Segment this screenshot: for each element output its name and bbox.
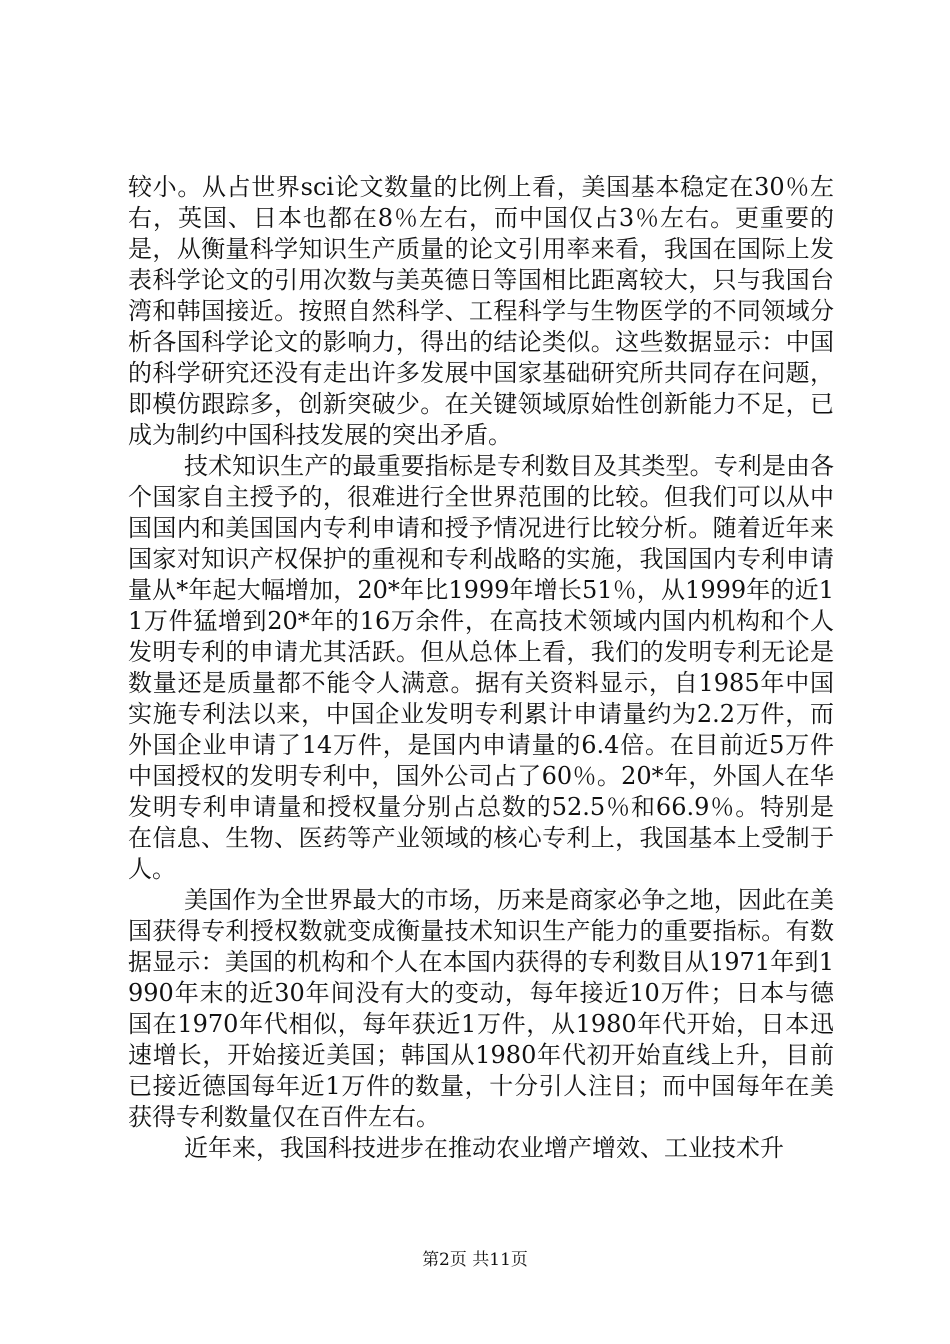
paragraph-2: 技术知识生产的最重要指标是专利数目及其类型。专利是由各个国家自主授予的，很难进行全世界范围的比较。但我们可以从中国国内和美国国内专利申请和授予情况进行比较分析。随着近年来国家对知识产权保护的重视和专利战略的实施，我国国内专利申请量从*年起大幅增加，20*年比1999年增长51％，从1999年的近11万件猛增到20*年的16万余件，在高技术领域内国内机构和个人发明专利的申请尤其活跃。但从总体上看，我们的发明专利无论是数量还是质量都不能令人满意。据有关资料显示，自1985年中国实施专利法以来，中国企业发明专利累计申请量约为2.2万件，而外国企业申请了14万件，是国内申请量的6.4倍。在目前近5万件中国授权的发明专利中，国外公司占了60％。20*年，外国人在华发明专利申请量和授权量分别占总数的52.5％和66.9％。特别是在信息、生物、医药等产业领域的核心专利上，我国基本上受制于人。 [128,452,834,883]
paragraph-3: 美国作为全世界最大的市场，历来是商家必争之地，因此在美国获得专利授权数就变成衡量技术知识生产能力的重要指标。有数据显示：美国的机构和个人在本国内获得的专利数目从1971年到1990年末的近30年间没有大的变动，每年接近10万件；日本与德国在1970年代相似，每年获近1万件，从1980年代开始，日本迅速增长，开始接近美国；韩国从1980年代初开始直线上升，目前已接近德国每年近1万件的数量，十分引人注目；而中国每年在美获得专利数量仅在百件左右。 [128,886,834,1131]
paragraph-4: 近年来，我国科技进步在推动农业增产增效、工业技术升 [184,1134,784,1162]
paragraph-1: 较小。从占世界sci论文数量的比例上看，美国基本稳定在30％左右，英国、日本也都在8％左右，而中国仅占3％左右。更重要的是，从衡量科学知识生产质量的论文引用率来看，我国在国际上发表科学论文的引用次数与美英德日等国相比距离较大，只与我国台湾和韩国接近。按照自然科学、工程科学与生物医学的不同领域分析各国科学论文的影响力，得出的结论类似。这些数据显示：中国的科学研究还没有走出许多发展中国家基础研究所共同存在问题，即模仿跟踪多，创新突破少。在关键领域原始性创新能力不足，已成为制约中国科技发展的突出矛盾。 [128,173,834,449]
document-body [128,172,834,1164]
page-footer: 第2页 共11页 [422,1250,528,1270]
